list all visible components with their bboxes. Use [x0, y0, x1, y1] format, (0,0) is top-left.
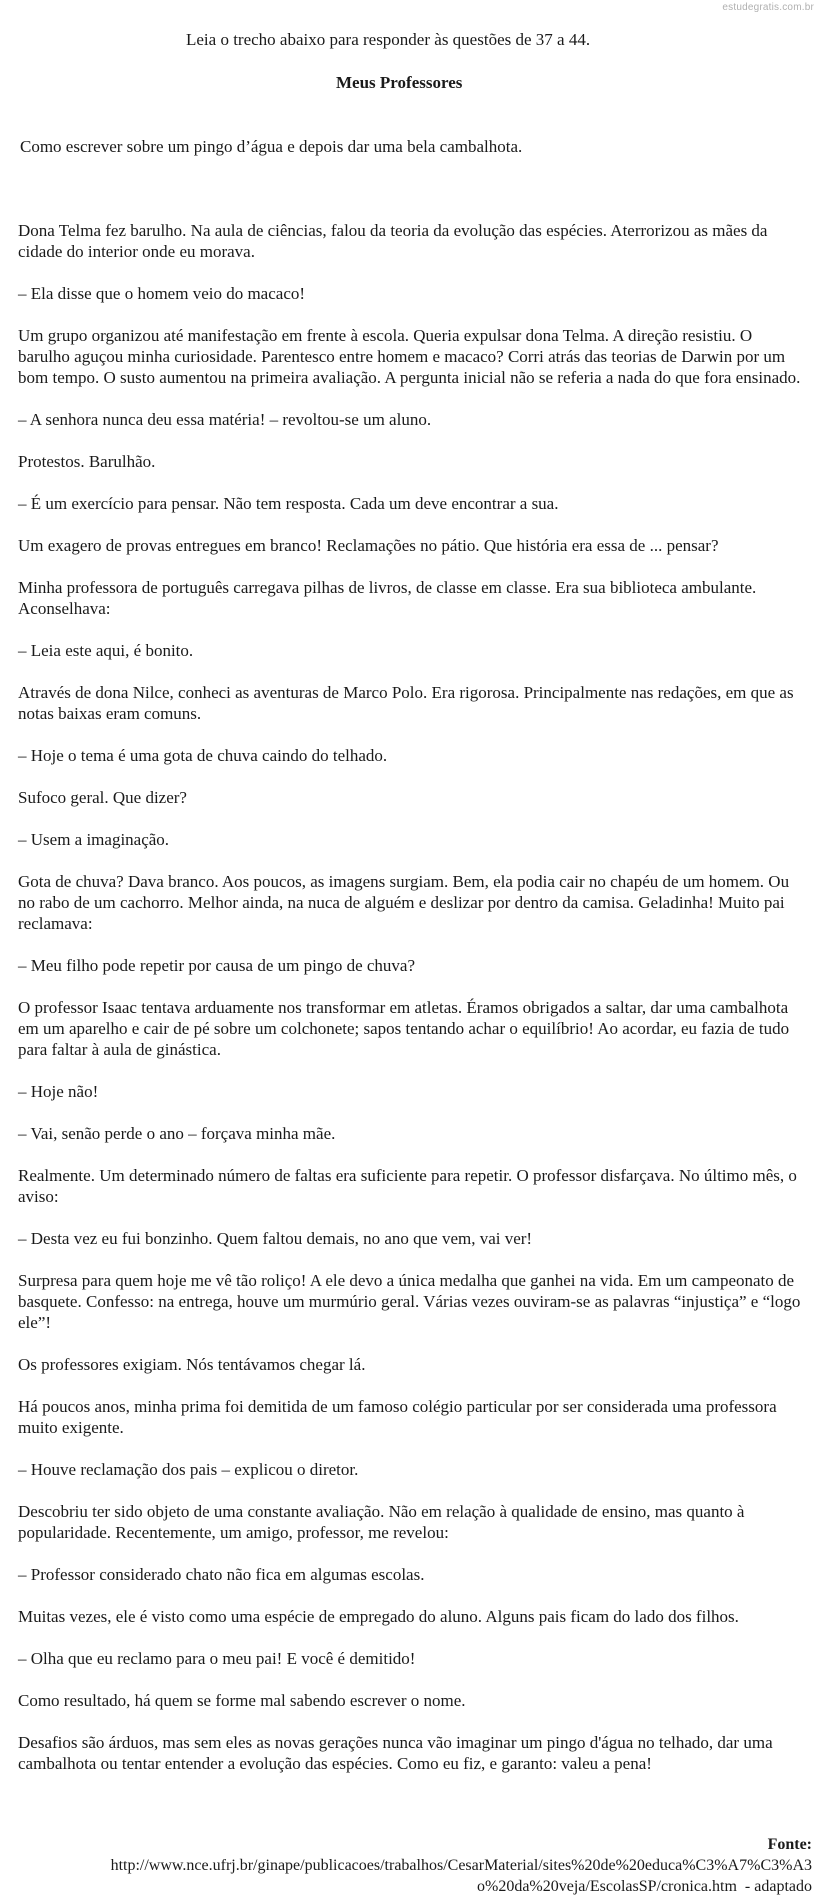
- paragraph: – Professor considerado chato não fica em algumas escolas.: [18, 1565, 425, 1584]
- paragraph: Minha professora de português carregava pilhas de livros, de classe em classe. Era sua biblioteca ambulante. Aconselhava:: [18, 578, 757, 618]
- paragraph: – Olha que eu reclamo para o meu pai! E você é demitido!: [18, 1649, 416, 1668]
- paragraph: Como resultado, há quem se forme mal sabendo escrever o nome.: [18, 1691, 466, 1710]
- paragraph: Um exagero de provas entregues em branco! Reclamações no pátio. Que história era essa de ... pensar?: [18, 536, 719, 555]
- text-subtitle: Como escrever sobre um pingo d’água e depois dar uma bela cambalhota.: [20, 137, 523, 156]
- source-citation: [0, 1834, 812, 1897]
- text-body: [18, 220, 808, 1795]
- site-watermark: estudegratis.com.br: [722, 2, 814, 13]
- paragraph: – Ela disse que o homem veio do macaco!: [18, 284, 306, 303]
- paragraph: Gota de chuva? Dava branco. Aos poucos, as imagens surgiam. Bem, ela podia cair no chapéu de um homem. Ou no rabo de um cachorro. Melhor ainda, na nuca de alguém e deslizar por dentro da camisa. Geladinha! Muito pai reclamava:: [18, 872, 790, 933]
- paragraph: – Houve reclamação dos pais – explicou o diretor.: [18, 1460, 359, 1479]
- paragraph: – Hoje o tema é uma gota de chuva caindo do telhado.: [18, 746, 388, 765]
- paragraph: – Vai, senão perde o ano – forçava minha mãe.: [18, 1124, 336, 1143]
- paragraph: Os professores exigiam. Nós tentávamos chegar lá.: [18, 1355, 366, 1374]
- paragraph: Realmente. Um determinado número de faltas era suficiente para repetir. O professor disfarçava. No último mês, o aviso:: [18, 1166, 797, 1206]
- paragraph: – Leia este aqui, é bonito.: [18, 641, 194, 660]
- paragraph: Descobriu ter sido objeto de uma constante avaliação. Não em relação à qualidade de ensino, mas quanto à popularidade. Recentemente, um amigo, professor, me revelou:: [18, 1502, 745, 1542]
- paragraph: O professor Isaac tentava arduamente nos transformar em atletas. Éramos obrigados a saltar, dar uma cambalhota em um aparelho e cair de pé sobre um colchonete; sapos tentando achar o equilíbrio! Ao acordar, eu fazia de tudo para faltar à aula de ginástica.: [18, 998, 790, 1059]
- paragraph: Há poucos anos, minha prima foi demitida de um famoso colégio particular por ser considerada uma professora muito exigente.: [18, 1397, 777, 1437]
- text-title: Meus Professores: [336, 73, 463, 92]
- paragraph: Protestos. Barulhão.: [18, 452, 156, 471]
- paragraph: Desafios são árduos, mas sem eles as novas gerações nunca vão imaginar um pingo d'água no telhado, dar uma cambalhota ou tentar entender a evolução das espécies. Como eu fiz, e garanto: valeu a pena!: [18, 1733, 773, 1773]
- paragraph: – Desta vez eu fui bonzinho. Quem faltou demais, no ano que vem, vai ver!: [18, 1229, 533, 1248]
- paragraph: – A senhora nunca deu essa matéria! – revoltou-se um aluno.: [18, 410, 432, 429]
- paragraph: – Usem a imaginação.: [18, 830, 170, 849]
- source-url-line-1: http://www.nce.ufrj.br/ginape/publicacoes/trabalhos/CesarMaterial/sites%20de%20educa%C3%A7%C3%A3: [110, 1857, 812, 1874]
- paragraph: – Meu filho pode repetir por causa de um pingo de chuva?: [18, 956, 416, 975]
- paragraph: – É um exercício para pensar. Não tem resposta. Cada um deve encontrar a sua.: [18, 494, 559, 513]
- paragraph: Surpresa para quem hoje me vê tão roliço! A ele devo a única medalha que ganhei na vida. Em um campeonato de basquete. Confesso: na entrega, houve um murmúrio geral. Várias vezes ouviram-se as palavras “injustiça” e “logo ele”!: [18, 1271, 801, 1332]
- paragraph: Dona Telma fez barulho. Na aula de ciências, falou da teoria da evolução das espécies. Aterrorizou as mães da cidade do interior onde eu morava.: [18, 221, 768, 261]
- paragraph: Através de dona Nilce, conheci as aventuras de Marco Polo. Era rigorosa. Principalmente nas redações, em que as notas baixas eram comuns.: [18, 683, 794, 723]
- paragraph: Muitas vezes, ele é visto como uma espécie de empregado do aluno. Alguns pais ficam do lado dos filhos.: [18, 1607, 739, 1626]
- question-instruction: Leia o trecho abaixo para responder às questões de 37 a 44.: [186, 30, 591, 49]
- paragraph: Um grupo organizou até manifestação em frente à escola. Queria expulsar dona Telma. A direção resistiu. O barulho aguçou minha curiosidade. Parentesco entre homem e macaco? Corri atrás das teorias de Darwin por um bom tempo. O susto aumentou na primeira avaliação. A pergunta inicial não se referia a nada do que fora ensinado.: [18, 326, 801, 387]
- paragraph: – Hoje não!: [18, 1082, 99, 1101]
- source-url-line-2: o%20da%20veja/EscolasSP/cronica.htm - adaptado: [476, 1878, 812, 1895]
- source-label: Fonte:: [767, 1836, 812, 1853]
- paragraph: Sufoco geral. Que dizer?: [18, 788, 187, 807]
